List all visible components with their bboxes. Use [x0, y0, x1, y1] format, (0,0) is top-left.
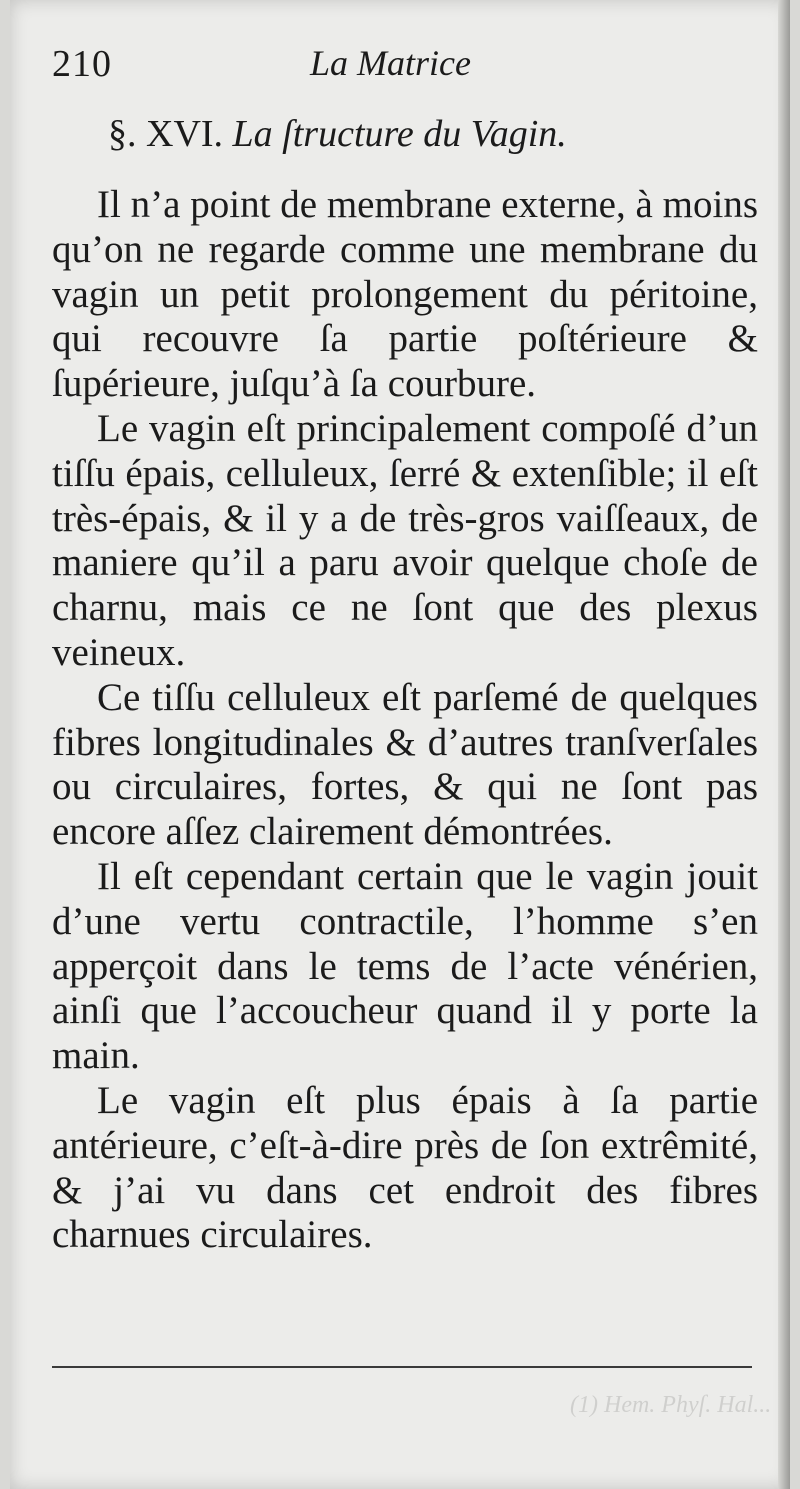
page-edge-shadow — [778, 0, 790, 1489]
section-heading — [108, 112, 748, 156]
footnote-divider — [52, 1366, 752, 1368]
paragraph: Ce tiſſu celluleux eſt parſemé de quelques fibres longitudinales & d’autres tranſverſales ou circulaires, fortes, & qui ne ſont pas encore aſſez clairement démontrées. — [52, 675, 758, 854]
paragraph: Le vagin eſt principalement compoſé d’un tiſſu épais, celluleux, ſerré & extenſible; il eſt très-épais, & il y a de très-gros vaiſſeaux, de maniere qu’il a paru avoir quelque choſe de charnu, mais ce ne ſont que des plexus veineux. — [52, 406, 758, 674]
running-title: La Matrice — [310, 43, 471, 83]
bleed-through-text: (1) Hem. Phyſ. Hal... — [570, 1392, 772, 1418]
page-number: 210 — [52, 43, 112, 85]
section-number: §. XVI. — [108, 113, 224, 155]
section-title: La ſtructure du Vagin. — [232, 113, 567, 155]
paragraph: Il eſt cependant certain que le vagin jouit d’une vertu contractile, l’homme s’en apperçoit dans le tems de l’acte vénérien, ainſi que l’accoucheur quand il y porte la main. — [52, 854, 758, 1078]
paragraph: Il n’a point de membrane externe, à moins qu’on ne regarde comme une membrane du vagin un petit prolongement du péritoine, qui recouvre ſa partie poſtérieure & ſupérieure, juſqu’à ſa courbure. — [52, 183, 758, 406]
body-text — [52, 183, 758, 1258]
page-header — [10, 42, 790, 102]
paragraph: Le vagin eſt plus épais à ſa partie antérieure, c’eſt-à-dire près de ſon extrêmité, & j’ai vu dans cet endroit des fibres charnues circulaires. — [52, 1078, 758, 1257]
book-page — [10, 0, 790, 1489]
